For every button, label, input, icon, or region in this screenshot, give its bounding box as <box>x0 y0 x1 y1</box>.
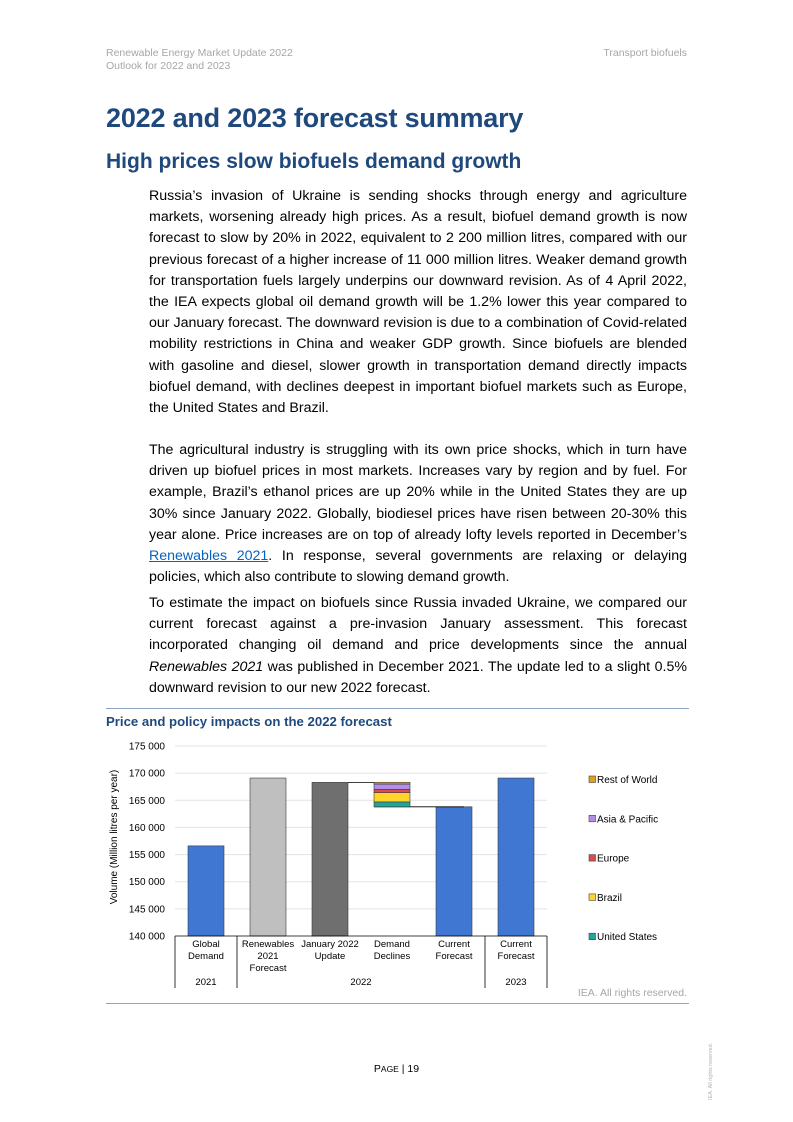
paragraph-3-text-b: was published in December 2021. The update led to a slight 0.5% downward revision to our new 2022 forecast. <box>149 658 687 696</box>
y-axis-label: Volume (Million litres per year) <box>109 769 120 905</box>
legend-swatch <box>589 776 596 783</box>
figure-title: Price and policy impacts on the 2022 forecast <box>106 714 392 729</box>
paragraph-2-text-b: . In response, several governments are relaxing or delaying policies, which also contribute to slowing demand growth. <box>149 548 687 586</box>
legend-swatch <box>589 894 596 901</box>
legend-label: Asia & Pacific <box>597 814 659 826</box>
y-tick-label: 140 000 <box>128 931 165 943</box>
y-tick-label: 165 000 <box>128 795 165 807</box>
x-category-label: Forecast <box>249 963 287 974</box>
x-category-label: Global <box>192 939 220 950</box>
bar-total <box>312 782 348 936</box>
gridlines <box>175 746 547 909</box>
y-tick-label: 155 000 <box>128 850 165 862</box>
legend-label: United States <box>597 932 658 944</box>
x-category-label: Demand <box>374 939 410 950</box>
running-header-left <box>106 47 293 73</box>
waterfall-chart <box>100 735 700 990</box>
legend-label: Europe <box>597 853 630 865</box>
x-category-label: Forecast <box>497 951 535 962</box>
side-credit: IEA. All rights reserved. <box>708 1042 714 1100</box>
bar-segment-united-states <box>374 802 410 807</box>
paragraph-1: Russia’s invasion of Ukraine is sending shocks through energy and agriculture markets, worsening already high prices. As a result, biofuel demand growth is now forecast to slow by 20% in 2022, equivalent to 2 200 million litres, compared with our previous forecast of a higher increase of 11 000 million litres. Weaker demand growth for transportation fuels largely underpins our downward revision. As of 4 April 2022, the IEA expects global oil demand growth will be 1.2% lower this year compared to our January forecast. The downward revision is due to a combination of Covid-related mobility restrictions in China and weaker GDP growth. Since biofuels are blended with gasoline and diesel, slower growth in transportation demand directly impacts biofuel demand, with declines deepest in important biofuel markets such as Europe, the United States and Brazil. <box>149 188 687 417</box>
figure-credit: IEA. All rights reserved. <box>577 987 687 999</box>
x-category-label: Forecast <box>435 951 473 962</box>
bar-total <box>188 846 224 936</box>
page-label-rest: AGE <box>380 1064 399 1074</box>
bar-segment-brazil <box>374 793 410 802</box>
y-tick-label: 170 000 <box>128 768 165 780</box>
x-category-label: 2021 <box>257 951 279 962</box>
legend-swatch <box>589 815 596 822</box>
x-group-label: 2022 <box>350 977 372 988</box>
report-title: Renewable Energy Market Update 2022 <box>106 47 293 59</box>
paragraph-3 <box>149 593 687 699</box>
x-group-label: 2023 <box>505 977 527 988</box>
legend-label: Rest of World <box>597 775 658 786</box>
bar-segment-europe <box>374 789 410 792</box>
x-category-label: Demand <box>188 951 224 962</box>
y-tick-label: 150 000 <box>128 877 165 889</box>
page-number <box>0 1063 793 1075</box>
report-subtitle: Outlook for 2022 and 2023 <box>106 60 231 72</box>
paragraph-3-text-a: To estimate the impact on biofuels since Russia invaded Ukraine, we compared our current forecast against a pre-invasion January assessment. This forecast incorporated changing oil demand and price developments since the annual <box>149 595 687 654</box>
bar-segment-rest-of-world <box>374 782 410 784</box>
y-tick-label: 145 000 <box>128 904 165 916</box>
bar-total <box>498 778 534 936</box>
figure-top-rule <box>106 708 689 709</box>
page-number-value: 19 <box>407 1063 420 1075</box>
page-label-first: P <box>373 1063 381 1075</box>
x-category-label: Update <box>314 951 346 962</box>
legend-swatch <box>589 855 596 862</box>
paragraph-2-text-a: The agricultural industry is struggling with its own price shocks, which in turn have driven up biofuel prices in most markets. Increases vary by region and by fuel. For example, Brazil’s ethanol prices are up 20% while in the United States they are up 30% since January 2022. Globally, biodiesel prices have risen between 20-30% this year alone. Price increases are on top of already lofty levels reported in December’s <box>149 442 687 543</box>
x-category-label: Declines <box>373 951 411 962</box>
legend <box>589 775 658 943</box>
x-category-label: January 2022 <box>301 939 359 950</box>
legend-swatch <box>589 933 596 940</box>
bar-total <box>436 807 472 936</box>
y-tick-label: 175 000 <box>128 741 165 753</box>
page-separator: | <box>398 1063 408 1075</box>
x-category-label: Current <box>438 939 470 950</box>
bars <box>188 778 534 936</box>
bar-total <box>250 778 286 936</box>
y-tick-labels <box>129 742 166 943</box>
paragraph-2 <box>149 440 687 588</box>
legend-label: Brazil <box>597 892 623 904</box>
bar-segment-asia-pacific <box>374 784 410 789</box>
x-axis <box>175 936 547 988</box>
page-title: 2022 and 2023 forecast summary <box>106 103 524 133</box>
x-category-label: Renewables <box>241 939 295 950</box>
report-title-italic: Renewables 2021 <box>149 658 264 675</box>
x-group-label: 2021 <box>195 977 217 988</box>
section-heading: High prices slow biofuels demand growth <box>106 150 522 173</box>
x-category-label: Current <box>500 939 532 950</box>
section-name: Transport biofuels <box>603 47 687 59</box>
y-tick-label: 160 000 <box>128 822 165 834</box>
renewables-2021-link[interactable]: Renewables 2021 <box>149 548 269 565</box>
figure-bottom-rule <box>106 1003 689 1004</box>
